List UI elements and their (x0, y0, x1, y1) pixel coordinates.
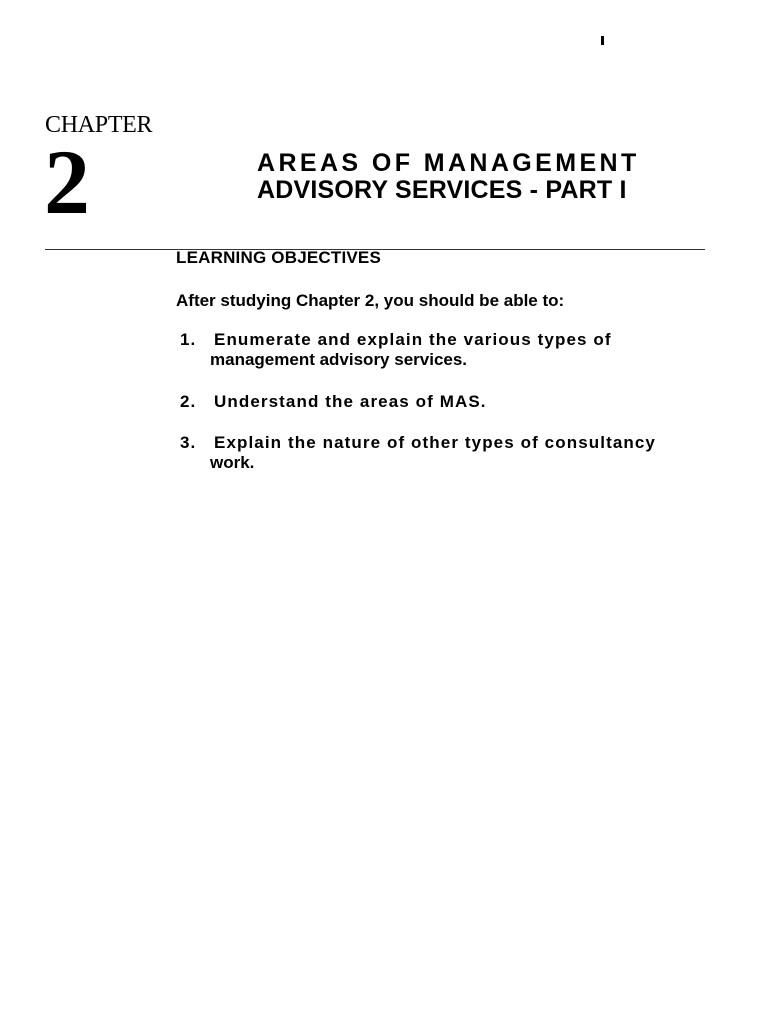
chapter-title-line-1: AREAS OF MANAGEMENT (257, 149, 640, 177)
objective-number: 1. (180, 330, 197, 349)
objective-item-3 (180, 433, 710, 473)
page-mark (601, 36, 604, 45)
learning-objectives-heading: LEARNING OBJECTIVES (176, 248, 381, 267)
objective-text: Understand the areas of MAS. (214, 392, 487, 411)
chapter-title (257, 150, 640, 204)
objective-item-1 (180, 330, 710, 370)
objective-item-2 (180, 392, 710, 412)
objective-text-continued: work. (210, 453, 255, 472)
objective-text: Explain the nature of other types of consultancy (214, 433, 656, 452)
objective-number: 2. (180, 392, 197, 411)
chapter-number: 2 (44, 131, 90, 233)
objectives-intro: After studying Chapter 2, you should be able to: (176, 291, 565, 310)
objective-text-continued: management advisory services. (210, 350, 468, 369)
objective-text: Enumerate and explain the various types of (214, 330, 612, 349)
chapter-title-line-2: ADVISORY SERVICES - PART I (257, 176, 627, 204)
objective-number: 3. (180, 433, 197, 452)
chapter-label: CHAPTER (45, 112, 153, 138)
